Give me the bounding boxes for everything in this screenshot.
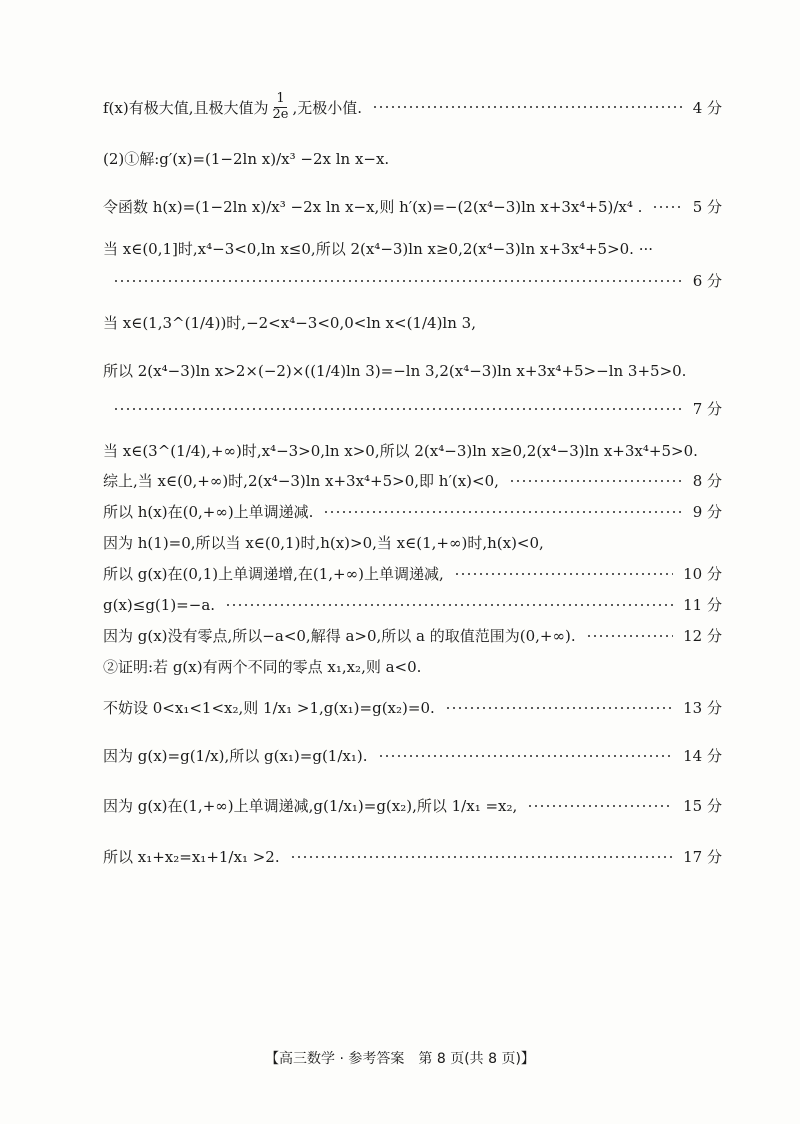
answer-line-14 bbox=[103, 594, 722, 615]
dot-leader bbox=[652, 206, 682, 208]
line-text: f(x)有极大值,且极大值为 bbox=[103, 98, 269, 117]
line-text: 当 x∈(0,1]时,x⁴−3<0,ln x≤0,所以 2(x⁴−3)ln x≥0,2(x⁴−3)ln x+3x⁴+5>0. ··· bbox=[103, 240, 654, 258]
answer-line-3 bbox=[103, 196, 722, 217]
line-text: 所以 x₁+x₂=x₁+1/x₁ >2. bbox=[103, 848, 280, 866]
answer-line-4 bbox=[103, 238, 722, 259]
dot-leader bbox=[323, 511, 682, 513]
score-label: 15 分 bbox=[683, 797, 722, 815]
dot-leader bbox=[454, 573, 673, 575]
line-text: 因为 g(x)在(1,+∞)上单调递减,g(1/x₁)=g(x₂),所以 1/x₁ =x₂, bbox=[103, 797, 518, 815]
dot-leader bbox=[372, 106, 683, 108]
line-text: (2)①解:g′(x)=(1−2ln x)/x³ −2x ln x−x. bbox=[103, 150, 390, 168]
line-text: 令函数 h(x)=(1−2ln x)/x³ −2x ln x−x,则 h′(x)=−(2(x⁴−3)ln x+3x⁴+5)/x⁴ . bbox=[103, 198, 643, 216]
answer-line-19 bbox=[103, 795, 722, 816]
answer-line-1 bbox=[103, 92, 722, 123]
line-text: 因为 g(x)没有零点,所以−a<0,解得 a>0,所以 a 的取值范围为(0,+∞). bbox=[103, 627, 576, 645]
fraction-numerator: 1 bbox=[276, 91, 285, 106]
answer-line-5 bbox=[103, 270, 722, 291]
line-text: 因为 g(x)=g(1/x),所以 g(x₁)=g(1/x₁). bbox=[103, 747, 368, 765]
dot-leader bbox=[586, 635, 674, 637]
score-label: 10 分 bbox=[683, 565, 722, 583]
score-label: 6 分 bbox=[692, 272, 722, 290]
answer-line-12 bbox=[103, 532, 722, 553]
score-label: 17 分 bbox=[683, 848, 722, 866]
answer-line-20 bbox=[103, 846, 722, 867]
line-text-tail: ,无极小值. bbox=[292, 98, 362, 117]
answer-line-16 bbox=[103, 656, 722, 677]
line-text: 所以 h(x)在(0,+∞)上单调递减. bbox=[103, 503, 314, 521]
line-text: 当 x∈(1,3^(1/4))时,−2<x⁴−3<0,0<ln x<(1/4)ln 3, bbox=[103, 314, 476, 332]
dot-leader bbox=[378, 755, 674, 757]
page-footer: 【高三数学 · 参考答案 第 8 页(共 8 页)】 bbox=[265, 1051, 535, 1067]
answer-line-15 bbox=[103, 625, 722, 646]
dot-leader bbox=[527, 805, 673, 807]
score-label: 11 分 bbox=[683, 596, 722, 614]
fraction bbox=[270, 92, 290, 123]
line-text: g(x)≤g(1)=−a. bbox=[103, 595, 216, 614]
line-text: 综上,当 x∈(0,+∞)时,2(x⁴−3)ln x+3x⁴+5>0,即 h′(x)<0, bbox=[103, 472, 499, 490]
dot-leader bbox=[445, 707, 673, 709]
answer-line-11 bbox=[103, 501, 722, 522]
score-label: 13 分 bbox=[683, 699, 722, 717]
line-text: 所以 2(x⁴−3)ln x>2×(−2)×((1/4)ln 3)=−ln 3,2(x⁴−3)ln x+3x⁴+5>−ln 3+5>0. bbox=[103, 362, 687, 380]
line-text: ②证明:若 g(x)有两个不同的零点 x₁,x₂,则 a<0. bbox=[103, 658, 422, 676]
answer-line-9 bbox=[103, 440, 722, 461]
dot-leader bbox=[113, 280, 683, 282]
score-label: 7 分 bbox=[692, 400, 722, 418]
line-text: 当 x∈(3^(1/4),+∞)时,x⁴−3>0,ln x>0,所以 2(x⁴−3)ln x≥0,2(x⁴−3)ln x+3x⁴+5>0. bbox=[103, 442, 698, 460]
dot-leader bbox=[290, 856, 674, 858]
score-label: 8 分 bbox=[692, 472, 722, 490]
answer-line-10 bbox=[103, 470, 722, 491]
answer-line-17 bbox=[103, 697, 722, 718]
answer-line-6 bbox=[103, 312, 722, 333]
answer-line-18 bbox=[103, 745, 722, 766]
fraction-denominator: 2e bbox=[272, 106, 289, 122]
line-text: 不妨设 0<x₁<1<x₂,则 1/x₁ >1,g(x₁)=g(x₂)=0. bbox=[103, 699, 435, 717]
score-label: 14 分 bbox=[683, 747, 722, 765]
score-label: 9 分 bbox=[692, 503, 722, 521]
dot-leader bbox=[225, 604, 673, 606]
score-label: 4 分 bbox=[692, 98, 722, 117]
dot-leader bbox=[509, 480, 683, 482]
score-label: 5 分 bbox=[692, 198, 722, 216]
answer-line-8 bbox=[103, 398, 722, 419]
line-text: 因为 h(1)=0,所以当 x∈(0,1)时,h(x)>0,当 x∈(1,+∞)时,h(x)<0, bbox=[103, 534, 544, 552]
score-label: 12 分 bbox=[683, 627, 722, 645]
answer-line-13 bbox=[103, 563, 722, 584]
answer-line-7 bbox=[103, 360, 722, 381]
answer-line-2 bbox=[103, 148, 722, 169]
dot-leader bbox=[113, 408, 683, 410]
line-text: 所以 g(x)在(0,1)上单调递增,在(1,+∞)上单调递减, bbox=[103, 565, 444, 583]
